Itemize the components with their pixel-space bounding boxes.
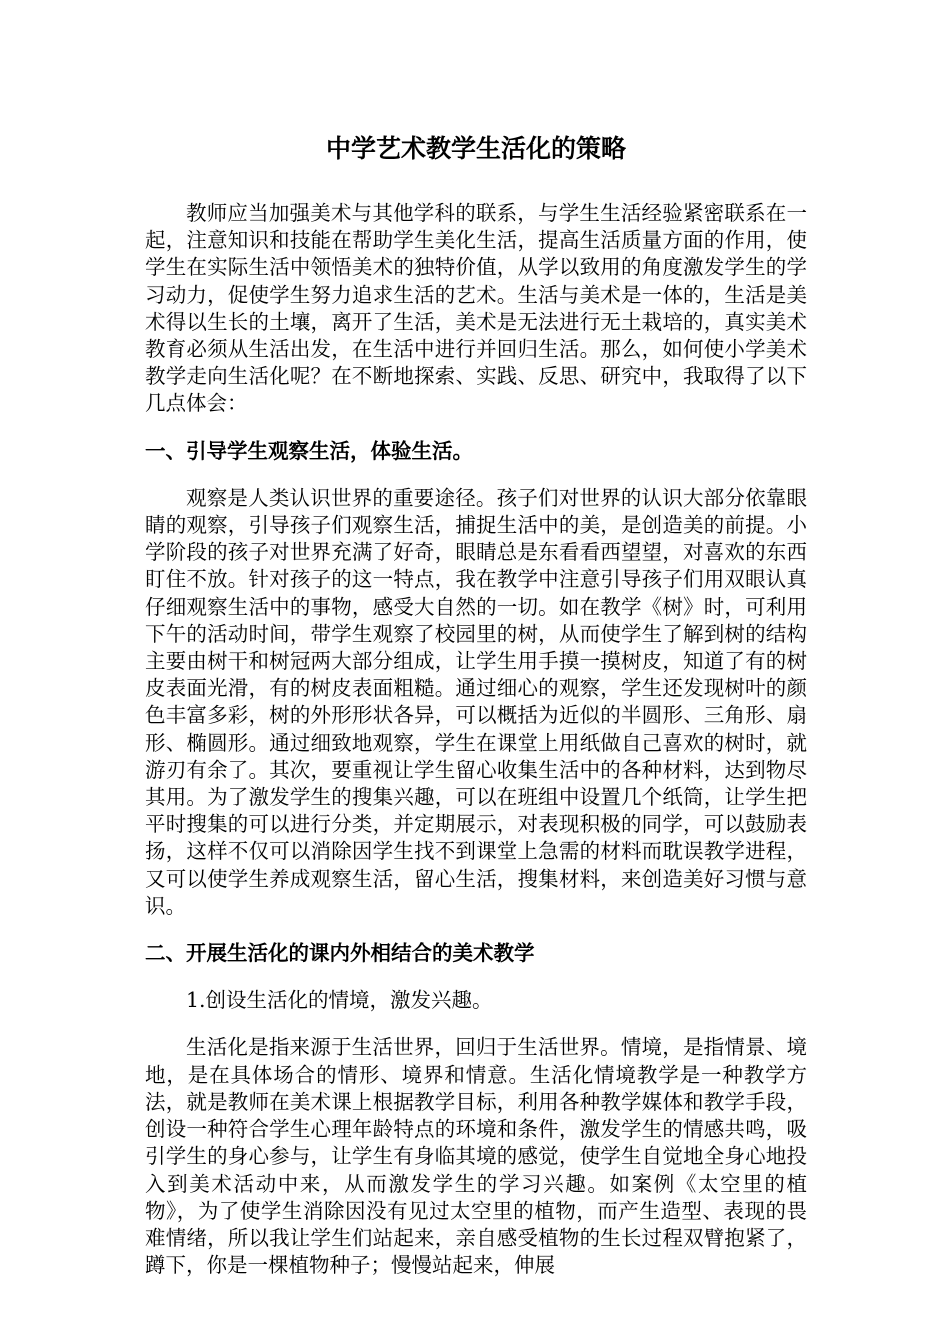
section-heading-2: 二、开展生活化的课内外相结合的美术教学 bbox=[145, 941, 535, 966]
document-page bbox=[145, 128, 807, 1299]
section-2-paragraph: 生活化是指来源于生活世界，回归于生活世界。情境，是指情景、境地，是在具体场合的情形、境界和情意。生活化情境教学是一种教学方法，就是教师在美术课上根据教学目标，利用各种教学媒体和教学手段，创设一种符合学生心理年龄特点的环境和条件，激发学生的情感共鸣，吸引学生的身心参与，让学生有身临其境的感觉，使学生自觉地全身心地投入到美术活动中来，从而激发学生的学习兴趣。如案例《太空里的植物》，为了使学生消除因没有见过太空里的植物，而产生造型、表现的畏难情绪，所以我让学生们站起来，亲自感受植物的生长过程双臂抱紧了，蹲下，你是一棵植物种子；慢慢站起来，伸展 bbox=[145, 1035, 807, 1278]
subsection-item-1: 1.创设生活化的情境，激发兴趣。 bbox=[186, 988, 493, 1013]
section-heading-1: 一、引导学生观察生活，体验生活。 bbox=[145, 438, 473, 463]
document-title: 中学艺术教学生活化的策略 bbox=[325, 134, 626, 163]
section-1-paragraph: 观察是人类认识世界的重要途径。孩子们对世界的认识大部分依靠眼睛的观察，引导孩子们观察生活，捕捉生活中的美，是创造美的前提。小学阶段的孩子对世界充满了好奇，眼睛总是东看看西望望，对喜欢的东西盯住不放。针对孩子的这一特点，我在教学中注意引导孩子们用双眼认真仔细观察生活中的事物，感受大自然的一切。如在教学《树》时，可利用下午的活动时间，带学生观察了校园里的树，从而使学生了解到树的结构主要由树干和树冠两大部分组成，让学生用手摸一摸树皮，知道了有的树皮表面光滑，有的树皮表面粗糙。通过细心的观察，学生还发现树叶的颜色丰富多彩，树的外形形状各异，可以概括为近似的半圆形、三角形、扇形、椭圆形。通过细致地观察，学生在课堂上用纸做自己喜欢的树时，就游刃有余了。其次，要重视让学生留心收集生活中的各种材料，达到物尽其用。为了激发学生的搜集兴趣，可以在班组中设置几个纸筒，让学生把平时搜集的可以进行分类，并定期展示，对表现积极的同学，可以鼓励表扬，这样不仅可以消除因学生找不到课堂上急需的材料而耽误教学进程，又可以使学生养成观察生活，留心生活，搜集材料，来创造美好习惯与意识。 bbox=[145, 485, 807, 918]
intro-paragraph: 教师应当加强美术与其他学科的联系，与学生生活经验紧密联系在一起，注意知识和技能在帮助学生美化生活，提高生活质量方面的作用，使学生在实际生活中领悟美术的独特价值，从学以致用的角度激发学生的学习动力，促使学生努力追求生活的艺术。生活与美术是一体的，生活是美术得以生长的土壤，离开了生活，美术是无法进行无土栽培的，真实美术教育必须从生活出发，在生活中进行并回归生活。那么，如何使小学美术教学走向生活化呢？在不断地探索、实践、反思、研究中，我取得了以下几点体会： bbox=[145, 201, 807, 416]
